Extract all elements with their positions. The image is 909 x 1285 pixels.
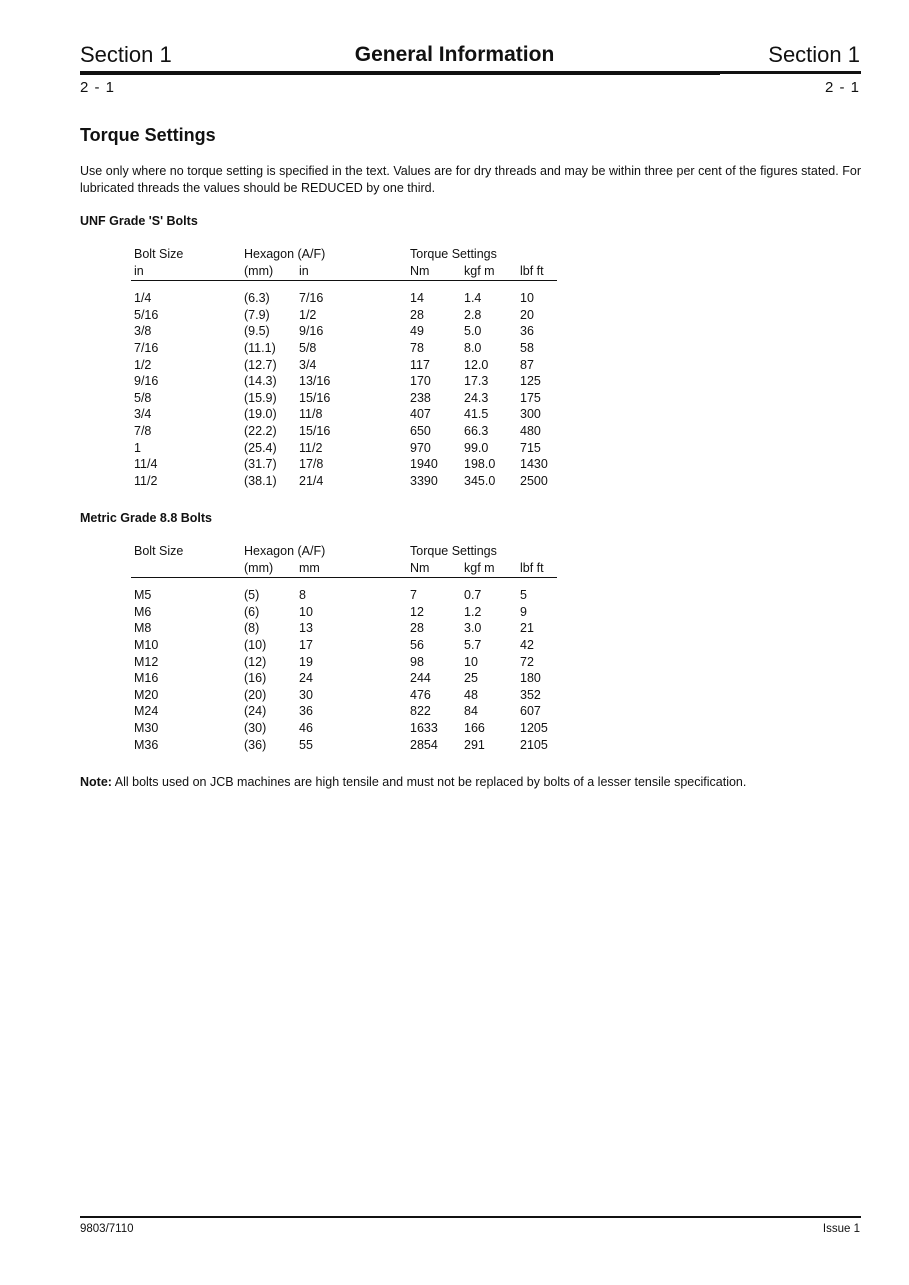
cell-hex-size: 13 (299, 621, 313, 636)
cell-bolt-size: M24 (134, 704, 159, 719)
metric-heading: Metric Grade 8.8 Bolts (80, 511, 212, 525)
table-row (131, 604, 557, 621)
cell-bolt-size: M12 (134, 654, 159, 669)
table-row (131, 670, 557, 687)
cell-bolt-size: M16 (134, 671, 159, 686)
cell-lbf-ft: 72 (520, 654, 534, 669)
cell-lbf-ft: 10 (520, 291, 534, 306)
cell-hex-mm: (11.1) (244, 340, 276, 355)
cell-hex-size: 24 (299, 671, 313, 686)
cell-lbf-ft: 87 (520, 357, 534, 372)
cell-bolt-size: 1/2 (134, 357, 152, 372)
cell-nm: 78 (410, 340, 424, 355)
cell-bolt-size: 3/4 (134, 407, 152, 422)
col-bolt-unit: in (134, 263, 144, 278)
cell-nm: 98 (410, 654, 424, 669)
unf-table (131, 246, 557, 489)
cell-kgf-m: 8.0 (464, 340, 482, 355)
cell-hex-mm: (16) (244, 671, 267, 686)
cell-lbf-ft: 180 (520, 671, 541, 686)
cell-bolt-size: 5/16 (134, 307, 159, 322)
cell-hex-size: 46 (299, 720, 313, 735)
cell-bolt-size: M20 (134, 687, 159, 702)
cell-kgf-m: 66.3 (464, 423, 489, 438)
cell-bolt-size: M10 (134, 637, 159, 652)
table-row (131, 637, 557, 654)
col-torque-settings: Torque Settings (410, 247, 497, 261)
cell-bolt-size: 9/16 (134, 374, 159, 389)
cell-hex-mm: (5) (244, 588, 260, 603)
metric-table (131, 543, 557, 753)
cell-bolt-size: M30 (134, 720, 159, 735)
col-nm: Nm (410, 263, 430, 278)
cell-bolt-size: 5/8 (134, 390, 152, 405)
col-torque-settings: Torque Settings (410, 544, 497, 558)
cell-nm: 1633 (410, 720, 438, 735)
cell-kgf-m: 17.3 (464, 374, 489, 389)
table-rule (131, 280, 557, 281)
unf-table-body (131, 290, 557, 489)
cell-kgf-m: 24.3 (464, 390, 489, 405)
cell-kgf-m: 48 (464, 687, 478, 702)
cell-hex-mm: (20) (244, 687, 267, 702)
table-row (131, 687, 557, 704)
col-size-unit: mm (299, 560, 320, 575)
col-mm: (mm) (244, 560, 274, 575)
cell-hex-mm: (30) (244, 720, 267, 735)
cell-kgf-m: 10 (464, 654, 478, 669)
cell-hex-size: 8 (299, 588, 306, 603)
cell-bolt-size: M6 (134, 604, 152, 619)
cell-hex-size: 19 (299, 654, 313, 669)
col-lbf-ft: lbf ft (520, 560, 544, 575)
cell-nm: 7 (410, 588, 417, 603)
cell-nm: 1940 (410, 457, 438, 472)
cell-hex-mm: (10) (244, 637, 267, 652)
cell-kgf-m: 1.4 (464, 291, 482, 306)
page-number-left: 2 - 1 (80, 79, 116, 96)
cell-hex-size: 11/2 (299, 440, 323, 455)
col-kgf-m: kgf m (464, 560, 495, 575)
table-row (131, 423, 557, 440)
cell-bolt-size: 1 (134, 440, 141, 455)
cell-hex-size: 5/8 (299, 340, 317, 355)
cell-lbf-ft: 42 (520, 637, 534, 652)
cell-nm: 28 (410, 307, 424, 322)
table-header-row-1 (131, 543, 557, 560)
cell-lbf-ft: 5 (520, 588, 527, 603)
cell-lbf-ft: 20 (520, 307, 534, 322)
cell-nm: 2854 (410, 737, 438, 752)
cell-lbf-ft: 58 (520, 340, 534, 355)
cell-hex-mm: (9.5) (244, 324, 270, 339)
cell-nm: 28 (410, 621, 424, 636)
cell-nm: 407 (410, 407, 431, 422)
cell-nm: 49 (410, 324, 424, 339)
col-kgf-m: kgf m (464, 263, 495, 278)
cell-hex-size: 17 (299, 637, 313, 652)
cell-hex-mm: (6) (244, 604, 260, 619)
cell-lbf-ft: 9 (520, 604, 527, 619)
table-row (131, 703, 557, 720)
cell-lbf-ft: 2500 (520, 473, 548, 488)
cell-bolt-size: 3/8 (134, 324, 152, 339)
table-row (131, 473, 557, 490)
page-number-right: 2 - 1 (824, 79, 860, 96)
cell-bolt-size: M8 (134, 621, 152, 636)
table-row (131, 357, 557, 374)
cell-hex-size: 10 (299, 604, 313, 619)
cell-hex-size: 7/16 (299, 291, 324, 306)
footer-rule (80, 1216, 861, 1218)
cell-lbf-ft: 352 (520, 687, 541, 702)
cell-nm: 3390 (410, 473, 438, 488)
cell-nm: 12 (410, 604, 424, 619)
cell-bolt-size: 7/8 (134, 423, 152, 438)
table-row (131, 456, 557, 473)
cell-lbf-ft: 2105 (520, 737, 548, 752)
note-paragraph (80, 774, 870, 790)
cell-hex-size: 9/16 (299, 324, 324, 339)
cell-bolt-size: M36 (134, 737, 159, 752)
col-hexagon: Hexagon (A/F) (244, 544, 326, 558)
cell-hex-size: 3/4 (299, 357, 317, 372)
cell-nm: 170 (410, 374, 431, 389)
cell-bolt-size: 11/2 (134, 473, 158, 488)
table-row (131, 620, 557, 637)
header-section-right: Section 1 (768, 42, 860, 67)
cell-lbf-ft: 480 (520, 423, 541, 438)
col-mm: (mm) (244, 263, 274, 278)
cell-hex-mm: (12) (244, 654, 267, 669)
cell-kgf-m: 0.7 (464, 588, 482, 603)
cell-lbf-ft: 300 (520, 407, 541, 422)
cell-hex-size: 15/16 (299, 390, 331, 405)
note-text: All bolts used on JCB machines are high tensile and must not be replaced by bolts of a lesser tensile specification. (114, 775, 747, 789)
cell-lbf-ft: 1205 (520, 720, 548, 735)
table-rule (131, 577, 557, 578)
page-title: Torque Settings (80, 125, 216, 145)
header-title: General Information (354, 43, 555, 66)
table-row (131, 406, 557, 423)
cell-nm: 117 (410, 357, 430, 372)
cell-bolt-size: M5 (134, 588, 152, 603)
cell-nm: 970 (410, 440, 431, 455)
cell-hex-mm: (12.7) (244, 357, 277, 372)
cell-hex-size: 17/8 (299, 457, 324, 472)
cell-lbf-ft: 36 (520, 324, 534, 339)
cell-hex-mm: (36) (244, 737, 267, 752)
cell-hex-size: 11/8 (299, 407, 323, 422)
cell-hex-size: 30 (299, 687, 313, 702)
header-rule-thin (80, 74, 720, 75)
cell-kgf-m: 5.0 (464, 324, 482, 339)
col-lbf-ft: lbf ft (520, 263, 544, 278)
col-nm: Nm (410, 560, 430, 575)
cell-kgf-m: 2.8 (464, 307, 482, 322)
cell-kgf-m: 166 (464, 720, 485, 735)
table-header-row-1 (131, 246, 557, 263)
col-bolt-size: Bolt Size (134, 247, 184, 261)
note-label: Note: (80, 775, 112, 789)
cell-lbf-ft: 607 (520, 704, 541, 719)
table-row (131, 340, 557, 357)
cell-hex-mm: (14.3) (244, 374, 277, 389)
cell-kgf-m: 345.0 (464, 473, 496, 488)
cell-lbf-ft: 715 (520, 440, 541, 455)
intro-paragraph: Use only where no torque setting is specified in the text. Values are for dry threads and may be within three per cent of the figures stated. For lubricated threads the values should be REDUCED by one third. (80, 164, 861, 195)
cell-nm: 476 (410, 687, 431, 702)
footer-document-number: 9803/7110 (80, 1223, 134, 1235)
cell-nm: 56 (410, 637, 424, 652)
cell-kgf-m: 198.0 (464, 457, 496, 472)
cell-lbf-ft: 175 (520, 390, 541, 405)
table-row (131, 323, 557, 340)
cell-kgf-m: 12.0 (464, 357, 489, 372)
table-row (131, 720, 557, 737)
cell-hex-size: 21/4 (299, 473, 324, 488)
table-row (131, 587, 557, 604)
table-header-row-2 (131, 560, 557, 577)
cell-lbf-ft: 1430 (520, 457, 548, 472)
table-row (131, 373, 557, 390)
cell-hex-size: 55 (299, 737, 313, 752)
table-row (131, 390, 557, 407)
cell-hex-mm: (25.4) (244, 440, 277, 455)
cell-kgf-m: 3.0 (464, 621, 482, 636)
cell-kgf-m: 99.0 (464, 440, 489, 455)
cell-kgf-m: 291 (464, 737, 485, 752)
cell-nm: 650 (410, 423, 431, 438)
unf-heading: UNF Grade 'S' Bolts (80, 214, 198, 228)
cell-hex-mm: (22.2) (244, 423, 277, 438)
cell-nm: 822 (410, 704, 431, 719)
cell-hex-size: 36 (299, 704, 313, 719)
cell-hex-mm: (6.3) (244, 291, 270, 306)
cell-hex-mm: (38.1) (244, 473, 277, 488)
table-row (131, 307, 557, 324)
cell-bolt-size: 7/16 (134, 340, 159, 355)
cell-bolt-size: 1/4 (134, 291, 152, 306)
cell-hex-mm: (19.0) (244, 407, 277, 422)
table-row (131, 737, 557, 754)
table-row (131, 654, 557, 671)
cell-nm: 238 (410, 390, 431, 405)
header-section-left: Section 1 (80, 42, 172, 67)
cell-hex-size: 1/2 (299, 307, 317, 322)
cell-kgf-m: 25 (464, 671, 478, 686)
cell-hex-mm: (7.9) (244, 307, 270, 322)
col-hexagon: Hexagon (A/F) (244, 247, 326, 261)
col-size-unit: in (299, 263, 309, 278)
cell-kgf-m: 5.7 (464, 637, 482, 652)
cell-bolt-size: 11/4 (134, 457, 158, 472)
cell-nm: 14 (410, 291, 424, 306)
cell-kgf-m: 84 (464, 704, 478, 719)
cell-hex-mm: (15.9) (244, 390, 277, 405)
cell-lbf-ft: 125 (520, 374, 541, 389)
cell-kgf-m: 41.5 (464, 407, 489, 422)
cell-hex-size: 15/16 (299, 423, 331, 438)
cell-hex-size: 13/16 (299, 374, 331, 389)
footer-issue: Issue 1 (822, 1223, 860, 1235)
cell-kgf-m: 1.2 (464, 604, 482, 619)
table-header-row-2 (131, 263, 557, 280)
cell-hex-mm: (31.7) (244, 457, 277, 472)
cell-lbf-ft: 21 (520, 621, 534, 636)
table-row (131, 290, 557, 307)
col-bolt-size: Bolt Size (134, 544, 184, 558)
cell-nm: 244 (410, 671, 431, 686)
metric-table-body (131, 587, 557, 753)
table-row (131, 440, 557, 457)
cell-hex-mm: (8) (244, 621, 260, 636)
cell-hex-mm: (24) (244, 704, 267, 719)
